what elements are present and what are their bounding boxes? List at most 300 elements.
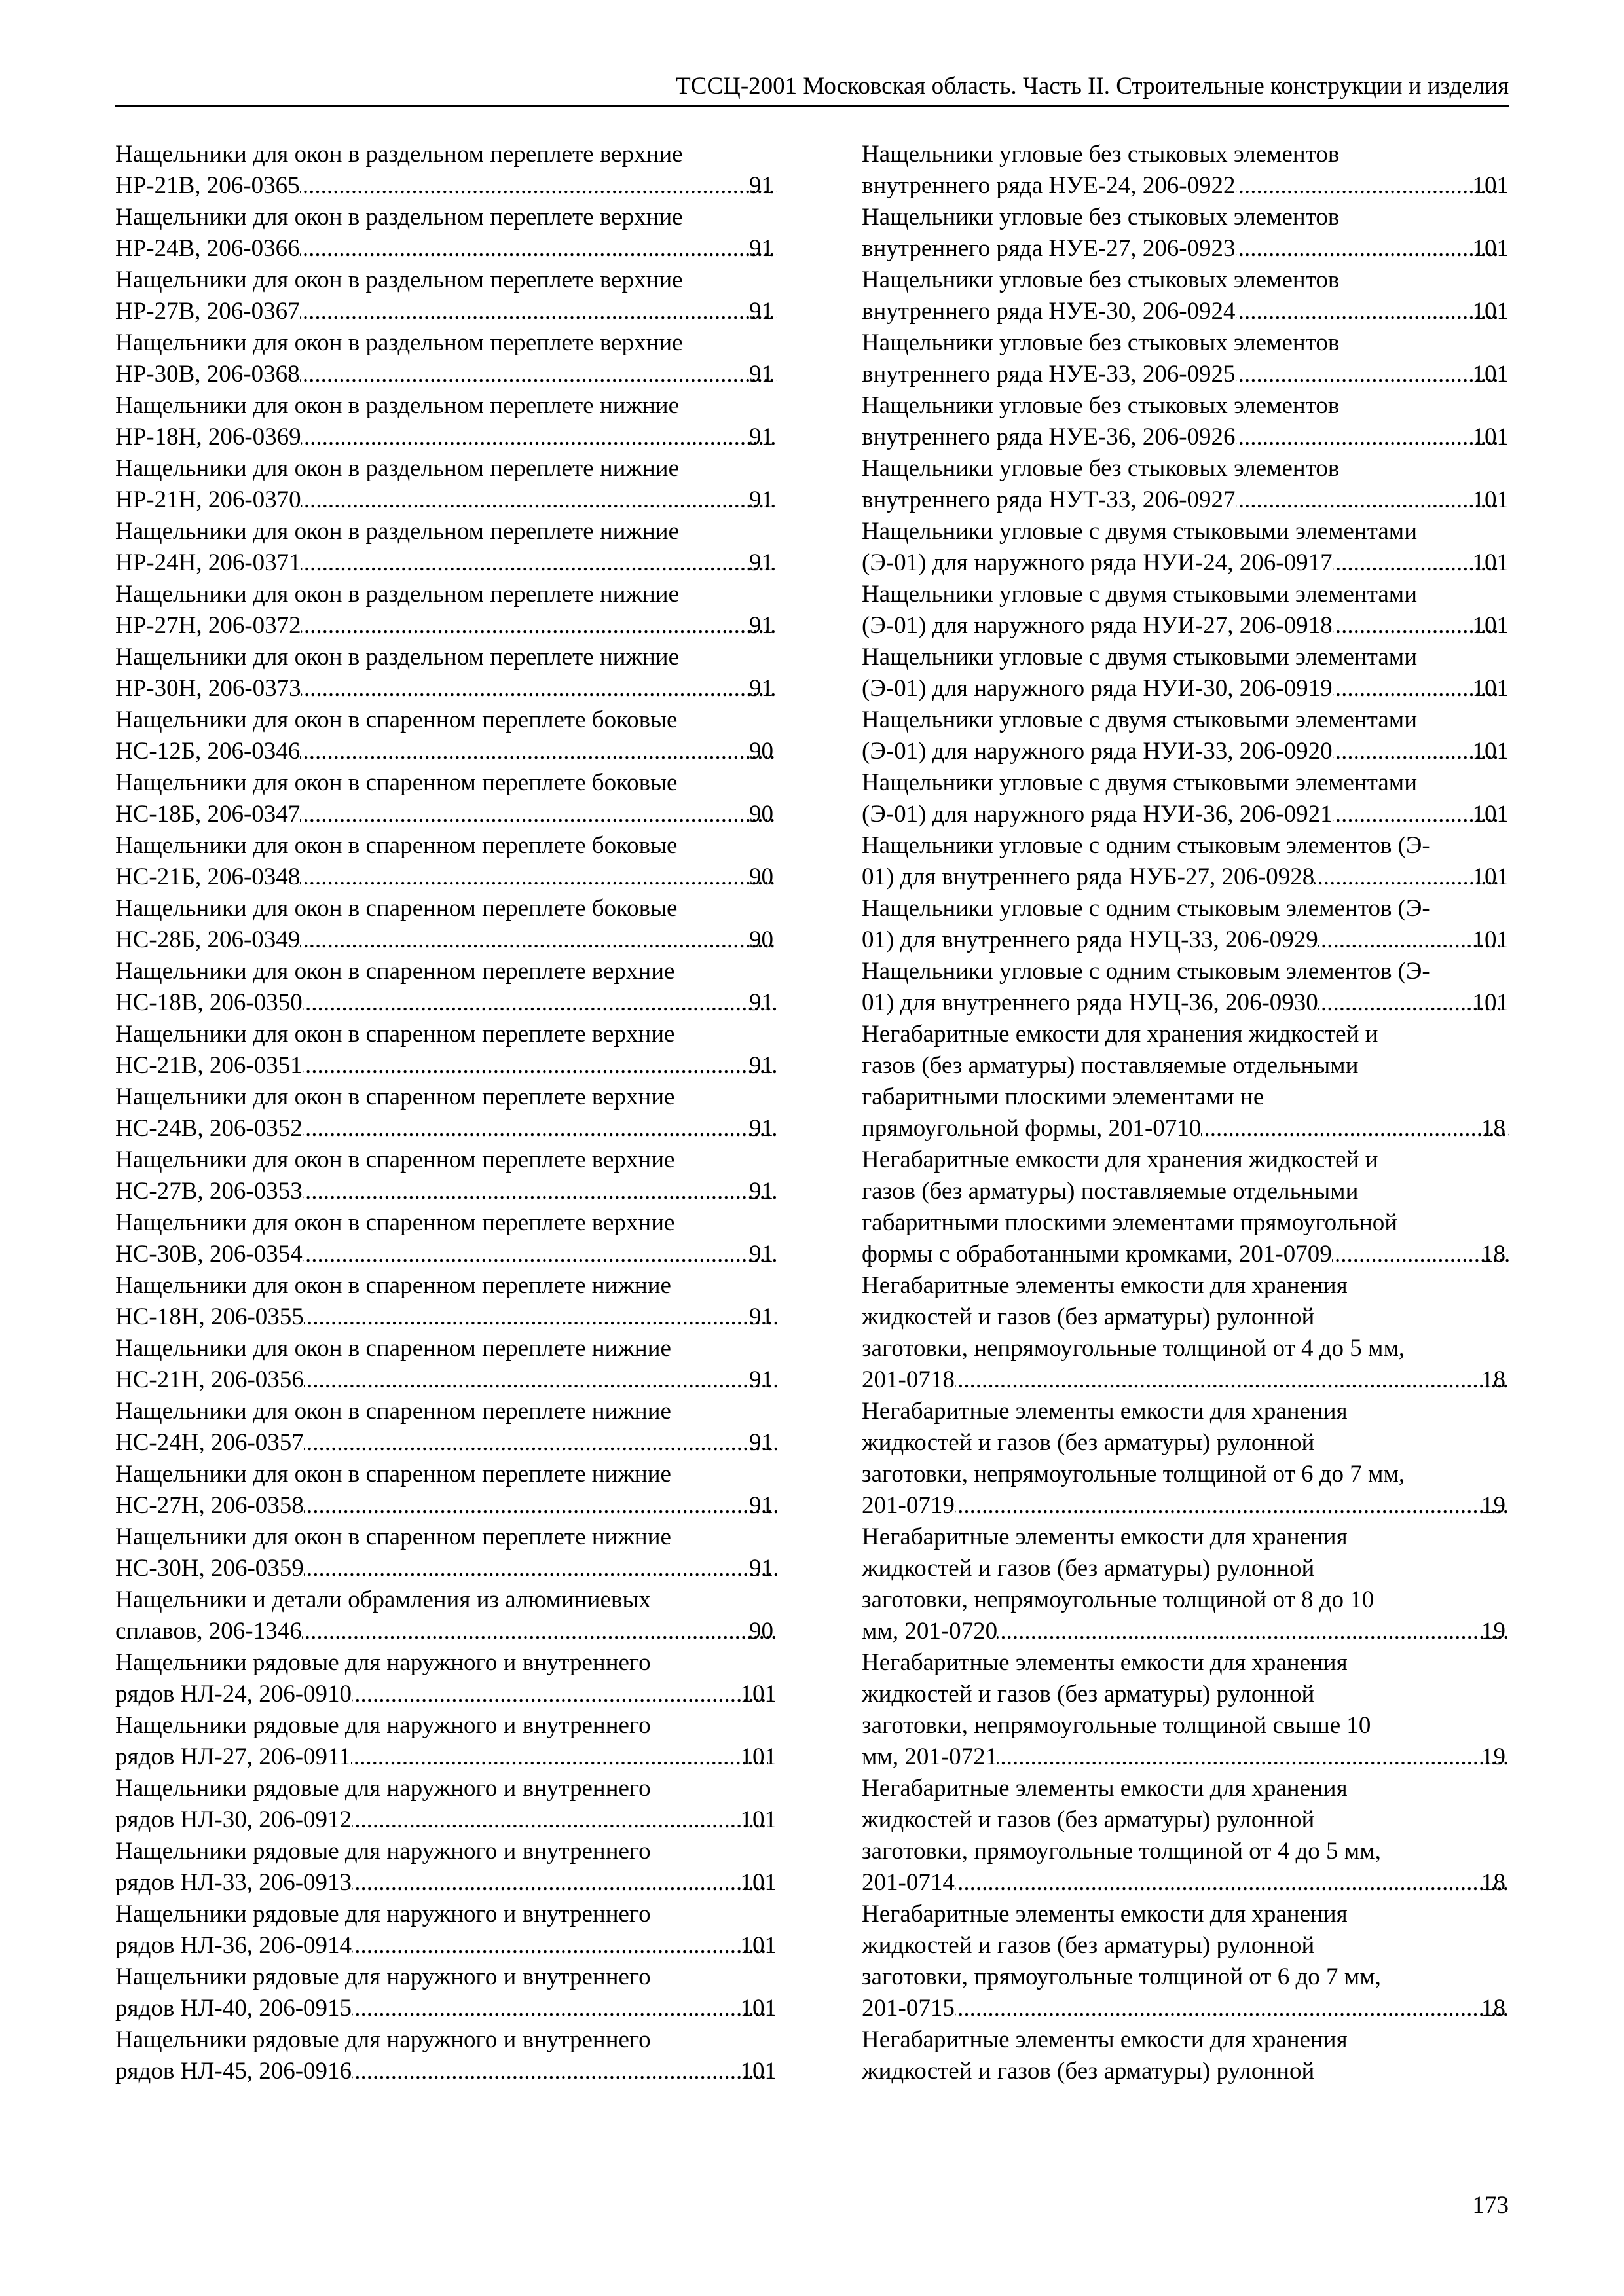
entry-code: внутреннего ряда НУЕ-33, 206-0925 <box>862 361 1236 388</box>
dot-leader <box>304 1427 777 1459</box>
entry-text-line: Нащельники рядовые для наружного и внутреннего <box>115 1712 651 1739</box>
index-entry <box>115 1773 777 1836</box>
entry-text-line: Нащельники угловые без стыковых элементов <box>862 204 1340 230</box>
entry-code: рядов НЛ-33, 206-0913 <box>115 1869 352 1896</box>
entry-reference-line: НС-21Б, 206-0348 ..... 90 <box>143 862 777 893</box>
dot-leader <box>955 1364 1509 1396</box>
entry-reference-line: НР-24Н, 206-0371 ..... 91 <box>143 547 777 579</box>
entry-reference-line: НС-21Н, 206-0356 ..... 91 <box>143 1364 777 1396</box>
index-entry <box>115 1522 777 1584</box>
entry-code: (Э-01) для наружного ряда НУИ-36, 206-0921 <box>862 801 1333 828</box>
dot-leader <box>300 170 777 202</box>
entry-page-number: 101 <box>1472 612 1509 639</box>
entry-text-line: жидкостей и газов (без арматуры) рулонной <box>862 1429 1315 1456</box>
entry-page-number: 101 <box>1472 864 1509 890</box>
entry-code: НС-21Б, 206-0348 <box>115 864 301 890</box>
entry-reference-line <box>115 1804 777 1836</box>
entry-page-number: 101 <box>1472 989 1509 1016</box>
index-entry <box>115 1019 777 1082</box>
index-entry <box>862 453 1509 516</box>
index-entry <box>115 642 777 704</box>
dot-leader <box>997 1616 1509 1647</box>
entry-reference-line: НС-27Н, 206-0358 ..... 91 <box>143 1490 777 1522</box>
entry-text-line: Нащельники рядовые для наружного и внутреннего <box>115 1963 651 1990</box>
index-entry <box>115 1270 777 1333</box>
entry-page-number: 101 <box>740 2058 777 2085</box>
entry-text-line: Нащельники для окон в спаренном переплете боковые <box>115 769 678 796</box>
entry-text-line: Негабаритные элементы емкости для хранения <box>862 1398 1348 1425</box>
entry-code: (Э-01) для наружного ряда НУИ-30, 206-0919 <box>862 675 1333 702</box>
dot-leader <box>301 422 777 453</box>
dot-leader <box>304 1364 777 1396</box>
entry-page-number: 101 <box>740 1869 777 1896</box>
entry-text-line: Нащельники для окон в спаренном переплете нижние <box>115 1272 671 1299</box>
entry-code: НС-27В, 206-0353 <box>115 1178 303 1205</box>
index-entry <box>115 893 777 956</box>
dot-leader <box>997 1741 1509 1773</box>
entry-code: сплавов, 206-1346 <box>115 1618 302 1645</box>
dot-leader <box>955 1867 1509 1899</box>
index-entry <box>115 1333 777 1396</box>
index-entry <box>862 2024 1509 2087</box>
entry-code: НС-30В, 206-0354 <box>115 1241 303 1267</box>
entry-text-line: жидкостей и газов (без арматуры) рулонной <box>862 2058 1315 2085</box>
entry-page-number: 101 <box>1472 738 1509 765</box>
entry-reference-line <box>862 170 1509 202</box>
dot-leader <box>304 1302 777 1333</box>
index-entry <box>115 579 777 642</box>
entry-text-line: заготовки, непрямоугольные толщиной от 4 до 5 мм, <box>862 1335 1405 1362</box>
index-entry <box>115 1961 777 2024</box>
entry-text-line: Нащельники угловые с одним стыковым элементов (Э- <box>862 958 1430 985</box>
entry-reference-line <box>862 924 1509 956</box>
index-entry <box>115 2024 777 2087</box>
dot-leader <box>303 987 777 1019</box>
entry-reference-line: НС-30В, 206-0354 ..... 91 <box>143 1239 777 1270</box>
entry-text-line: Нащельники рядовые для наружного и внутреннего <box>115 2026 651 2053</box>
entry-text-line: Негабаритные элементы емкости для хранения <box>862 1775 1348 1802</box>
entry-code: НС-18Н, 206-0355 <box>115 1303 304 1330</box>
entry-text-line: Нащельники для окон в спаренном переплете боковые <box>115 706 678 733</box>
entry-text-line: Нащельники угловые без стыковых элементов <box>862 266 1340 293</box>
index-entry <box>115 453 777 516</box>
index-entry <box>862 139 1509 202</box>
dot-leader <box>303 1239 777 1270</box>
entry-code: НС-24В, 206-0352 <box>115 1115 303 1142</box>
entry-reference-line: 201-0715 ..... 18 <box>889 1993 1509 2024</box>
entry-reference-line: НР-24В, 206-0366 ..... 91 <box>143 233 777 264</box>
dot-leader <box>1236 359 1500 390</box>
entry-text-line: Нащельники для окон в спаренном переплете нижние <box>115 1461 671 1487</box>
dot-leader <box>300 736 777 767</box>
entry-text-line: газов (без арматуры) поставляемые отдельными <box>862 1178 1359 1205</box>
dot-leader <box>352 2056 767 2087</box>
entry-reference-line: НС-18Б, 206-0347 ..... 90 <box>143 799 777 830</box>
entry-code: рядов НЛ-36, 206-0914 <box>115 1932 352 1959</box>
entry-page-number: 101 <box>740 1806 777 1833</box>
index-entry <box>862 642 1509 704</box>
entry-code: рядов НЛ-40, 206-0915 <box>115 1995 352 2022</box>
index-entry <box>862 579 1509 642</box>
entry-reference-line <box>862 987 1509 1019</box>
index-entry <box>862 264 1509 327</box>
entry-reference-line: НР-27В, 206-0367 ..... 91 <box>143 296 777 327</box>
dot-leader <box>1236 233 1500 264</box>
entry-code: НР-27Н, 206-0372 <box>115 612 301 639</box>
entry-text-line: Нащельники для окон в спаренном переплете верхние <box>115 1209 675 1236</box>
dot-leader <box>1236 170 1500 202</box>
index-entry <box>862 202 1509 264</box>
dot-leader <box>352 1867 767 1899</box>
running-header: ТССЦ-2001 Московская область. Часть II. Строительные конструкции и изделия <box>676 73 1509 100</box>
entry-code: НР-30Н, 206-0373 <box>115 675 301 702</box>
dot-leader <box>300 233 777 264</box>
index-entry <box>115 1710 777 1773</box>
entry-page-number: 101 <box>1472 801 1509 828</box>
entry-reference-line <box>115 1867 777 1899</box>
index-entry <box>862 830 1509 893</box>
dot-leader <box>304 1553 777 1584</box>
entry-reference-line: 201-0719 ..... 19 <box>889 1490 1509 1522</box>
entry-text-line: Нащельники для окон в раздельном переплете нижние <box>115 518 680 545</box>
entry-text-line: Нащельники для окон в спаренном переплете верхние <box>115 958 675 985</box>
entry-text-line: Негабаритные элементы емкости для хранения <box>862 1649 1348 1676</box>
index-entry <box>862 1522 1509 1647</box>
entry-code: 201-0715 <box>862 1995 955 2022</box>
entry-page-number: 101 <box>1472 549 1509 576</box>
entry-reference-line: НС-21В, 206-0351 ..... 91 <box>143 1050 777 1082</box>
entry-text-line: габаритными плоскими элементами не <box>862 1084 1264 1110</box>
entry-text-line: Нащельники для окон в спаренном переплете боковые <box>115 895 678 922</box>
entry-code: 01) для внутреннего ряда НУБ-27, 206-0928 <box>862 864 1315 890</box>
dot-leader <box>1236 296 1500 327</box>
entry-reference-line: НР-30В, 206-0368 ..... 91 <box>143 359 777 390</box>
dot-leader <box>302 1616 777 1647</box>
entry-text-line: Нащельники угловые с двумя стыковыми элементами <box>862 644 1418 670</box>
entry-code: внутреннего ряда НУЕ-27, 206-0923 <box>862 235 1236 262</box>
index-entry <box>115 1836 777 1899</box>
dot-leader <box>301 484 777 516</box>
index-entry <box>862 704 1509 767</box>
entry-code: НС-18Б, 206-0347 <box>115 801 301 828</box>
entry-code: 201-0718 <box>862 1366 955 1393</box>
entry-code: внутреннего ряда НУТ-33, 206-0927 <box>862 486 1236 513</box>
entry-text-line: Нащельники угловые без стыковых элементов <box>862 455 1340 482</box>
entry-code: (Э-01) для наружного ряда НУИ-27, 206-0918 <box>862 612 1333 639</box>
entry-text-line: Нащельники рядовые для наружного и внутреннего <box>115 1838 651 1865</box>
entry-code: НР-18Н, 206-0369 <box>115 424 301 450</box>
entry-reference-line <box>115 1741 777 1773</box>
entry-code: НР-24В, 206-0366 <box>115 235 300 262</box>
entry-text-line: Нащельники для окон в раздельном переплете нижние <box>115 455 680 482</box>
entry-text-line: Нащельники для окон в раздельном переплете нижние <box>115 644 680 670</box>
entry-code: НР-21Н, 206-0370 <box>115 486 301 513</box>
dot-leader <box>1236 484 1500 516</box>
entry-reference-line: формы с обработанными кромками, 201-0709 ..... 18 <box>889 1239 1509 1270</box>
index-entry <box>862 1019 1509 1144</box>
entry-reference-line: НР-18Н, 206-0369 ..... 91 <box>143 422 777 453</box>
entry-code: 201-0719 <box>862 1492 955 1519</box>
entry-page-number: 101 <box>740 1995 777 2022</box>
dot-leader <box>955 1490 1509 1522</box>
header-rule <box>115 105 1509 107</box>
entry-code: внутреннего ряда НУЕ-30, 206-0924 <box>862 298 1236 325</box>
entry-reference-line: НС-28Б, 206-0349 ..... 90 <box>143 924 777 956</box>
entry-text-line: Нащельники угловые с двумя стыковыми элементами <box>862 706 1418 733</box>
index-entry <box>115 1396 777 1459</box>
entry-reference-line: НС-12Б, 206-0346 ..... 90 <box>143 736 777 767</box>
entry-reference-line: НС-24В, 206-0352 ..... 91 <box>143 1113 777 1144</box>
entry-code: внутреннего ряда НУЕ-24, 206-0922 <box>862 172 1236 199</box>
dot-leader <box>300 862 777 893</box>
entry-text-line: заготовки, непрямоугольные толщиной от 8 до 10 <box>862 1586 1375 1613</box>
entry-text-line: Нащельники для окон в раздельном переплете верхние <box>115 204 683 230</box>
dot-leader <box>303 1050 777 1082</box>
entry-text-line: заготовки, непрямоугольные толщиной свыше 10 <box>862 1712 1371 1739</box>
dot-leader <box>352 1679 767 1710</box>
dot-leader <box>300 359 777 390</box>
entry-code: мм, 201-0721 <box>862 1743 998 1770</box>
entry-text-line: Негабаритные емкости для хранения жидкостей и <box>862 1021 1378 1048</box>
entry-text-line: Нащельники угловые с одним стыковым элементов (Э- <box>862 895 1430 922</box>
entry-code: НС-30Н, 206-0359 <box>115 1555 304 1582</box>
entry-reference-line: НС-18Н, 206-0355 ..... 91 <box>143 1302 777 1333</box>
entry-reference-line <box>115 1993 777 2024</box>
dot-leader <box>301 673 777 704</box>
entry-page-number: 101 <box>1472 424 1509 450</box>
entry-reference-line <box>862 484 1509 516</box>
entry-code: (Э-01) для наружного ряда НУИ-24, 206-0917 <box>862 549 1333 576</box>
index-entry <box>862 327 1509 390</box>
entry-text-line: Нащельники для окон в спаренном переплете верхние <box>115 1084 675 1110</box>
index-entry <box>115 516 777 579</box>
entry-reference-line <box>862 736 1509 767</box>
entry-code: НР-21В, 206-0365 <box>115 172 300 199</box>
entry-code: мм, 201-0720 <box>862 1618 998 1645</box>
index-entry <box>115 264 777 327</box>
entry-code: НР-27В, 206-0367 <box>115 298 300 325</box>
index-entry <box>862 1647 1509 1773</box>
entry-text-line: Нащельники для окон в раздельном переплете верхние <box>115 329 683 356</box>
dot-leader <box>303 1176 777 1207</box>
entry-text-line: Нащельники и детали обрамления из алюминиевых <box>115 1586 651 1613</box>
entry-text-line: Нащельники угловые с двумя стыковыми элементами <box>862 769 1418 796</box>
index-entry <box>115 830 777 893</box>
entry-reference-line <box>862 862 1509 893</box>
entry-code: прямоугольной формы, 201-0710 <box>862 1115 1202 1142</box>
index-entry <box>115 1459 777 1522</box>
entry-reference-line <box>862 673 1509 704</box>
index-entry <box>115 327 777 390</box>
index-entry <box>862 956 1509 1019</box>
entry-text-line: заготовки, прямоугольные толщиной от 4 до 5 мм, <box>862 1838 1381 1865</box>
index-entry <box>862 390 1509 453</box>
entry-text-line: Нащельники рядовые для наружного и внутреннего <box>115 1901 651 1927</box>
dot-leader <box>300 296 777 327</box>
entry-text-line: Нащельники рядовые для наружного и внутреннего <box>115 1775 651 1802</box>
entry-reference-line: мм, 201-0720 ..... 19 <box>889 1616 1509 1647</box>
dot-leader <box>352 1993 767 2024</box>
page-number: 173 <box>1472 2192 1509 2219</box>
entry-page-number: 101 <box>740 1681 777 1707</box>
entry-text-line: жидкостей и газов (без арматуры) рулонной <box>862 1806 1315 1833</box>
entry-text-line: Нащельники для окон в раздельном переплете нижние <box>115 392 680 419</box>
entry-code: НС-21Н, 206-0356 <box>115 1366 304 1393</box>
entry-text-line: Нащельники рядовые для наружного и внутреннего <box>115 1649 651 1676</box>
entry-reference-line <box>115 1930 777 1961</box>
index-entry <box>862 767 1509 830</box>
entry-text-line: заготовки, прямоугольные толщиной от 6 до 7 мм, <box>862 1963 1381 1990</box>
entry-reference-line: НР-27Н, 206-0372 ..... 91 <box>143 610 777 642</box>
entry-text-line: Негабаритные элементы емкости для хранения <box>862 2026 1348 2053</box>
entry-code: НС-21В, 206-0351 <box>115 1052 303 1079</box>
entry-reference-line <box>862 359 1509 390</box>
entry-code: формы с обработанными кромками, 201-0709 <box>862 1241 1332 1267</box>
entry-code: НР-24Н, 206-0371 <box>115 549 301 576</box>
index-entry <box>115 202 777 264</box>
entry-text-line: заготовки, непрямоугольные толщиной от 6 до 7 мм, <box>862 1461 1405 1487</box>
index-entry <box>115 1899 777 1961</box>
entry-text-line: Нащельники угловые с двумя стыковыми элементами <box>862 581 1418 608</box>
entry-page-number: 101 <box>1472 675 1509 702</box>
entry-text-line: Негабаритные емкости для хранения жидкостей и <box>862 1146 1378 1173</box>
index-entry <box>862 1773 1509 1899</box>
entry-reference-line <box>115 1679 777 1710</box>
entry-page-number: 101 <box>740 1932 777 1959</box>
dot-leader <box>300 799 777 830</box>
entry-text-line: Нащельники для окон в раздельном переплете нижние <box>115 581 680 608</box>
entry-code: НС-18В, 206-0350 <box>115 989 303 1016</box>
dot-leader <box>303 1113 777 1144</box>
entry-reference-line: НР-30Н, 206-0373 ..... 91 <box>143 673 777 704</box>
entry-reference-line: мм, 201-0721 ..... 19 <box>889 1741 1509 1773</box>
entry-text-line: Негабаритные элементы емкости для хранения <box>862 1901 1348 1927</box>
index-column-left <box>115 139 777 2087</box>
entry-page-number: 101 <box>1472 298 1509 325</box>
entry-reference-line <box>862 610 1509 642</box>
entry-reference-line <box>862 422 1509 453</box>
entry-page-number: 101 <box>1472 926 1509 953</box>
dot-leader <box>300 924 777 956</box>
entry-text-line: Нащельники для окон в спаренном переплете верхние <box>115 1146 675 1173</box>
index-entry <box>862 516 1509 579</box>
entry-code: НС-24Н, 206-0357 <box>115 1429 304 1456</box>
entry-reference-line: НС-30Н, 206-0359 ..... 91 <box>143 1553 777 1584</box>
entry-text-line: жидкостей и газов (без арматуры) рулонной <box>862 1932 1315 1959</box>
index-entry <box>862 1396 1509 1522</box>
entry-reference-line <box>862 547 1509 579</box>
entry-text-line: Нащельники для окон в раздельном переплете верхние <box>115 141 683 168</box>
entry-code: внутреннего ряда НУЕ-36, 206-0926 <box>862 424 1236 450</box>
entry-reference-line: НС-27В, 206-0353 ..... 91 <box>143 1176 777 1207</box>
entry-text-line: жидкостей и газов (без арматуры) рулонной <box>862 1303 1315 1330</box>
index-entry <box>115 704 777 767</box>
entry-text-line: Нащельники для окон в спаренном переплете боковые <box>115 832 678 859</box>
index-entry <box>862 1144 1509 1270</box>
entry-code: рядов НЛ-27, 206-0911 <box>115 1743 351 1770</box>
entry-text-line: Негабаритные элементы емкости для хранения <box>862 1272 1348 1299</box>
entry-reference-line: сплавов, 206-1346 ..... 90 <box>143 1616 777 1647</box>
entry-text-line: Нащельники угловые с двумя стыковыми элементами <box>862 518 1418 545</box>
entry-page-number: 101 <box>1472 172 1509 199</box>
entry-text-line: Нащельники угловые с одним стыковым элементов (Э- <box>862 832 1430 859</box>
entry-code: НС-27Н, 206-0358 <box>115 1492 304 1519</box>
index-entry <box>115 767 777 830</box>
entry-reference-line: 201-0714 ..... 18 <box>889 1867 1509 1899</box>
entry-code: 01) для внутреннего ряда НУЦ-36, 206-0930 <box>862 989 1318 1016</box>
entry-code: (Э-01) для наружного ряда НУИ-33, 206-0920 <box>862 738 1333 765</box>
entry-text-line: Нащельники для окон в спаренном переплете нижние <box>115 1398 671 1425</box>
entry-reference-line <box>862 296 1509 327</box>
entry-reference-line: 201-0718 ..... 18 <box>889 1364 1509 1396</box>
entry-text-line: Нащельники для окон в спаренном переплете нижние <box>115 1335 671 1362</box>
index-entry <box>862 1899 1509 2024</box>
index-column-right <box>862 139 1509 2087</box>
entry-code: рядов НЛ-30, 206-0912 <box>115 1806 352 1833</box>
entry-text-line: жидкостей и газов (без арматуры) рулонной <box>862 1555 1315 1582</box>
entry-code: НР-30В, 206-0368 <box>115 361 300 388</box>
entry-page-number: 101 <box>1472 235 1509 262</box>
entry-text-line: жидкостей и газов (без арматуры) рулонной <box>862 1681 1315 1707</box>
index-entry <box>115 1584 777 1647</box>
entry-reference-line <box>115 2056 777 2087</box>
dot-leader <box>352 1804 767 1836</box>
entry-text-line: габаритными плоскими элементами прямоугольной <box>862 1209 1398 1236</box>
entry-reference-line <box>862 233 1509 264</box>
entry-text-line: Нащельники угловые без стыковых элементов <box>862 329 1340 356</box>
entry-reference-line: НР-21В, 206-0365 ..... 91 <box>143 170 777 202</box>
entry-code: НС-28Б, 206-0349 <box>115 926 301 953</box>
index-entry <box>862 1270 1509 1396</box>
entry-text-line: газов (без арматуры) поставляемые отдельными <box>862 1052 1359 1079</box>
dot-leader <box>1236 422 1500 453</box>
dot-leader <box>301 610 777 642</box>
index-entry <box>115 139 777 202</box>
entry-reference-line: НР-21Н, 206-0370 ..... 91 <box>143 484 777 516</box>
entry-code: НС-12Б, 206-0346 <box>115 738 301 765</box>
entry-page-number: 101 <box>740 1743 777 1770</box>
dot-leader <box>1201 1113 1509 1144</box>
index-entry <box>115 1647 777 1710</box>
entry-reference-line: НС-18В, 206-0350 ..... 91 <box>143 987 777 1019</box>
dot-leader <box>955 1993 1509 2024</box>
entry-reference-line: НС-24Н, 206-0357 ..... 91 <box>143 1427 777 1459</box>
dot-leader <box>304 1490 777 1522</box>
entry-text-line: Нащельники угловые без стыковых элементов <box>862 392 1340 419</box>
entry-code: 01) для внутреннего ряда НУЦ-33, 206-0929 <box>862 926 1318 953</box>
index-entry <box>115 1207 777 1270</box>
index-entry <box>115 1144 777 1207</box>
dot-leader <box>351 1741 768 1773</box>
index-entry <box>115 1082 777 1144</box>
dot-leader <box>352 1930 767 1961</box>
entry-reference-line: прямоугольной формы, 201-0710 ..... 18 <box>889 1113 1509 1144</box>
entry-text-line: Нащельники для окон в спаренном переплете верхние <box>115 1021 675 1048</box>
index-entry <box>115 956 777 1019</box>
entry-code: 201-0714 <box>862 1869 955 1896</box>
entry-text-line: Негабаритные элементы емкости для хранения <box>862 1523 1348 1550</box>
entry-text-line: Нащельники для окон в раздельном переплете верхние <box>115 266 683 293</box>
entry-page-number: 101 <box>1472 486 1509 513</box>
entry-code: рядов НЛ-24, 206-0910 <box>115 1681 352 1707</box>
index-entry <box>862 893 1509 956</box>
entry-text-line: Нащельники для окон в спаренном переплете нижние <box>115 1523 671 1550</box>
dot-leader <box>301 547 777 579</box>
entry-reference-line <box>862 799 1509 830</box>
entry-page-number: 101 <box>1472 361 1509 388</box>
index-entry <box>115 390 777 453</box>
entry-text-line: Нащельники угловые без стыковых элементов <box>862 141 1340 168</box>
